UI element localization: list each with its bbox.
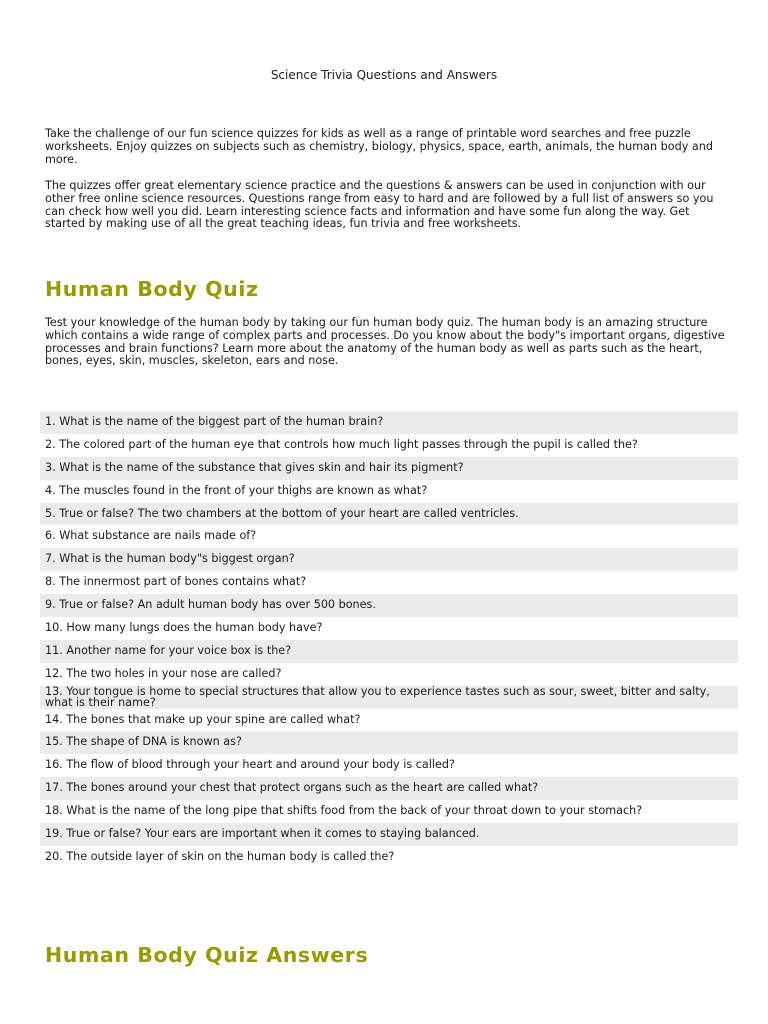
quiz-question: 16. The flow of blood through your heart and around your body is called? bbox=[45, 758, 455, 772]
quiz-question: 17. The bones around your chest that protect organs such as the heart are called what? bbox=[40, 777, 738, 800]
intro-paragraph-2: The quizzes offer great elementary science practice and the questions & answers can be used in conjunction with our other free online science resources. Questions range from easy to hard and are followed by a full list of answers so you can check how well you did. Learn interesting science facts and information and have some fun along the way. Get started by making use of all the great teaching ideas, fun trivia and free worksheets. bbox=[45, 179, 714, 231]
quiz-question: 15. The shape of DNA is known as? bbox=[40, 731, 738, 754]
quiz-question: 13. Your tongue is home to special structures that allow you to experience tastes such as sour, sweet, bitter and salty, what is their name? bbox=[40, 686, 738, 709]
quiz-question: 8. The innermost part of bones contains what? bbox=[45, 575, 307, 589]
quiz-question: 14. The bones that make up your spine are called what? bbox=[45, 712, 361, 726]
answers-heading: Human Body Quiz Answers bbox=[45, 943, 369, 967]
quiz-question: 1. What is the name of the biggest part of the human brain? bbox=[40, 411, 738, 434]
quiz-question: 11. Another name for your voice box is the? bbox=[40, 640, 738, 663]
quiz-question: 9. True or false? An adult human body has over 500 bones. bbox=[40, 594, 738, 617]
quiz-question: 5. True or false? The two chambers at the bottom of your heart are called ventricles. bbox=[40, 503, 738, 526]
quiz-question: 3. What is the name of the substance that gives skin and hair its pigment? bbox=[40, 457, 738, 480]
quiz-question: 6. What substance are nails made of? bbox=[45, 529, 257, 543]
quiz-question: 10. How many lungs does the human body have? bbox=[45, 621, 323, 635]
quiz-question: 7. What is the human body"s biggest organ? bbox=[40, 548, 738, 571]
quiz-question: 4. The muscles found in the front of your thighs are known as what? bbox=[45, 483, 428, 497]
quiz-question-list bbox=[40, 411, 738, 869]
quiz-question: 12. The two holes in your nose are called? bbox=[45, 666, 282, 680]
intro-paragraph-1: Take the challenge of our fun science quizzes for kids as well as a range of printable word searches and free puzzle worksheets. Enjoy quizzes on subjects such as chemistry, biology, physics, space, earth, animals, the human body and more. bbox=[45, 127, 713, 166]
document-title: Science Trivia Questions and Answers bbox=[270, 68, 498, 82]
quiz-question: 20. The outside layer of skin on the human body is called the? bbox=[45, 849, 395, 863]
quiz-question: 2. The colored part of the human eye that controls how much light passes through the pupil is called the? bbox=[45, 437, 638, 451]
quiz-heading: Human Body Quiz bbox=[45, 277, 259, 301]
quiz-question: 19. True or false? Your ears are important when it comes to staying balanced. bbox=[40, 823, 738, 846]
quiz-description: Test your knowledge of the human body by taking our fun human body quiz. The human body is an amazing structure which contains a wide range of complex parts and processes. Do you know about the body"s important organs, digestive processes and brain functions? Learn more about the anatomy of the human body as well as parts such as the heart, bones, eyes, skin, muscles, skeleton, ears and nose. bbox=[45, 316, 725, 368]
quiz-question: 18. What is the name of the long pipe that shifts food from the back of your throat down to your stomach? bbox=[45, 804, 643, 818]
